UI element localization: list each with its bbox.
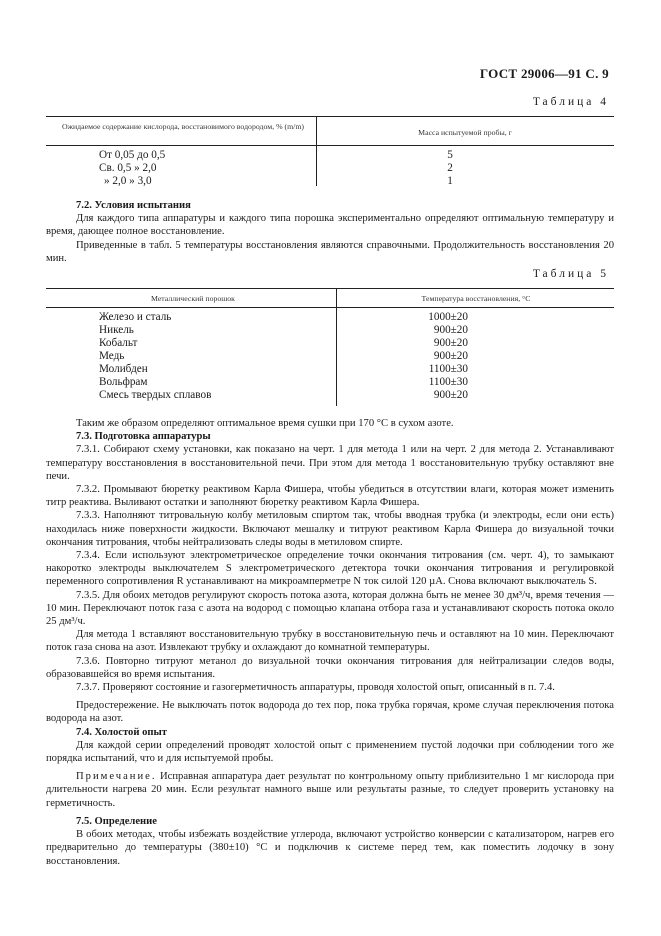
paragraph: 7.3.6. Повторно титруют метанол до визуальной точки окончания титрования для нейтрализации следов воды, образовавшейся во время испытания. [46,655,614,680]
section-title: 7.2. Условия испытания [76,200,191,211]
table5-temp-column [400,311,468,402]
table4-row-mass: 5 [447,149,453,161]
main-text [46,417,614,868]
section-title: 7.5. Определение [76,815,157,827]
table5-row-temp: 1100±30 [428,363,468,375]
table5-header-rule [46,307,614,308]
table5-metal-column [99,311,211,402]
paragraph: Для каждой серии определений проводят холостой опыт с применением пустой лодочки при соблюдении того же порядка испытаний, что и для испытуемой пробы. [46,739,614,765]
table4-header-rule [46,145,614,146]
page-header: ГОСТ 29006—91 С. 9 [479,66,609,81]
paragraph: 7.3.1. Собирают схему установки, как показано на черт. 1 для метода 1 или на черт. 2 для метода 2. Устанавливают температуру восстановления в восстановительной печи. При этом для метода 1 восстановительную трубку оставляют вне печи. [46,444,614,482]
paragraph: Для метода 1 вставляют восстановительную трубку в восстановительную печь и оставляют на 10 мин. Переключают поток газа снова на азот. Извлекают трубку и охлаждают до комнатной температуры. [46,629,614,654]
table5-row-metal: Смесь твердых сплавов [99,389,212,401]
warning: Предостережение. Не выключать поток водорода до тех пор, пока трубка горячая, кроме случая переключения потока водорода на азот. [46,700,614,725]
table4-top-rule [46,116,614,117]
table4-row-range: » 2,0 » 3,0 [104,175,152,187]
paragraph: В обоих методах, чтобы избежать воздействие углерода, включают устройство конверсии с катализатором, нагрев его предварительно до температуры (380±10) °С и подключив к системе перед тем, как поместить лодочку в зону восстановления. [46,829,614,867]
paragraph: 7.3.5. Для обоих методов регулируют скорость потока азота, которая должна быть не менее 30 дм³/ч, время течения — 10 мин. Переключают поток газа с азота на водород с помощью клапана отбора газа и устанавливают скорость потока около 25 дм³/ч. [46,589,614,628]
table5-divider [336,288,337,406]
paragraph: Таким же образом определяют оптимальное время сушки при 170 °С в сухом азоте. [76,418,454,429]
table5-row-metal: Молибден [99,363,148,375]
table5-row-metal: Вольфрам [99,376,148,388]
paragraph: 7.3.4. Если используют электрометрическое определение точки окончания титрования (см. черт. 4), то замыкают накоротко электроды выключателем S электрометрического детектора точки окончания титрования и регулировкой переменного сопротивления R устанавливают на микроамперметре N ток силой 120 µА. Снова включают выключатель S. [46,550,614,588]
table4-col1-header: Ожидаемое содержание кислорода, восстановимого водородом, % (m/m) [61,122,305,131]
table4-row-range: От 0,05 до 0,5 [99,149,166,161]
table4-col2-header: Масса испытуемой пробы, г [418,128,512,137]
table5-top-rule [46,288,614,289]
paragraph: Для каждого типа аппаратуры и каждого типа порошка экспериментально определяют оптимальную температуру и время, дающее полное восстановление. [46,213,614,238]
table5-row-temp: 900±20 [433,324,468,336]
paragraph: 7.3.3. Наполняют титровальную колбу метиловым спиртом так, чтобы вводная трубка (и электроды, если они есть) находилась ниже поверхности жидкости. Включают мешалку и титруют реактивом Карла Фишера до визуальной точки окончания титрования, чтобы нейтрализовать следы воды в метиловом спирте. [46,510,614,548]
note-label: Примечание. [76,771,157,783]
table5-col1-header: Металлический порошок [151,294,235,303]
section-7-2 [46,199,614,265]
table5-row-metal: Медь [99,350,125,362]
table5-col2-header: Температура восстановления, °С [421,294,531,303]
table5-row-temp: 1100±30 [428,376,468,388]
note [46,770,614,810]
table4-row-range: Св. 0,5 » 2,0 [99,162,157,174]
table5-caption: Таблица 5 [532,268,609,280]
table5-row-temp: 900±20 [433,389,468,401]
note-text: Исправная аппаратура дает результат по контрольному опыту приблизительно 1 мг кислорода при длительности нагрева 20 мин. Если результат намного выше или результаты разные, то следует проверить установку на герметичность. [46,771,614,809]
table5-row-temp: 900±20 [433,350,468,362]
paragraph: 7.3.2. Промывают бюретку реактивом Карла Фишера, чтобы убедиться в отсутствии влаги, которая может изменить титр реактива. Выливают остатки и заполняют бюретку реактивом Карла Фишера. [46,484,614,509]
table4-caption: Таблица 4 [532,96,609,108]
section-title: 7.3. Подготовка аппаратуры [76,431,211,443]
table5-row-metal: Железо и сталь [99,311,172,323]
section-title: 7.4. Холостой опыт [76,726,167,738]
table5-row-metal: Никель [99,324,134,336]
table5-row-metal: Кобальт [99,337,138,349]
paragraph: 7.3.7. Проверяют состояние и газогерметичность аппаратуры, проводя холостой опыт, описанный в п. 7.4. [76,682,555,694]
paragraph: Приведенные в табл. 5 температуры восстановления являются справочными. Продолжительность восстановления 20 мин. [46,239,614,264]
table4-row-mass: 1 [447,175,453,187]
table4-row-mass: 2 [447,162,453,174]
table5-row-temp: 900±20 [433,337,468,349]
table4-divider [316,116,317,186]
table5-row-temp: 1000±20 [428,311,468,323]
